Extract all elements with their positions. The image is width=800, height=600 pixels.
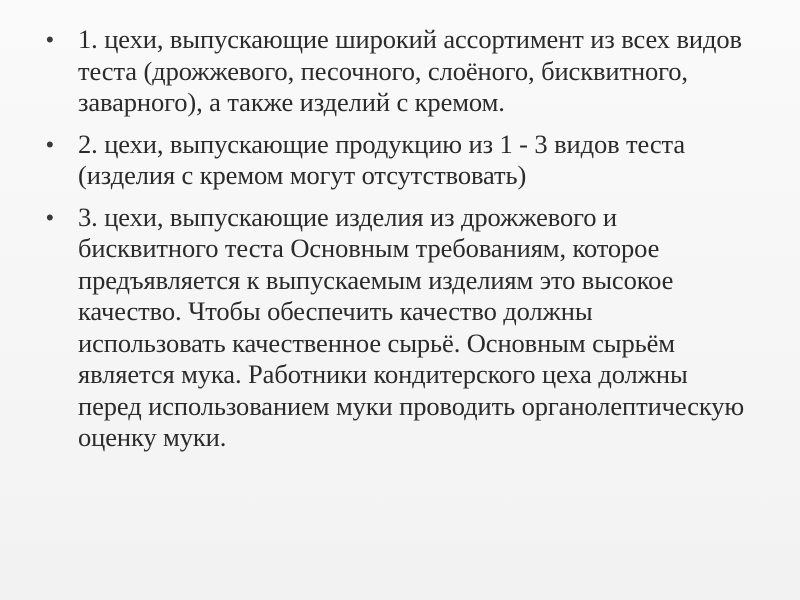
- bullet-list: [46, 24, 746, 454]
- slide-content: [46, 24, 746, 464]
- bullet-item-2: [46, 129, 746, 192]
- bullet-icon: •: [46, 27, 54, 52]
- bullet-item-1: [46, 24, 746, 119]
- bullet-icon: •: [46, 204, 54, 230]
- bullet-item-3: [46, 202, 746, 454]
- bullet-text: 2. цехи, выпускающие продукцию из 1 - 3 видов теста (изделия с кремом могут отсутствовать): [78, 128, 685, 190]
- bullet-icon: •: [46, 131, 54, 157]
- bullet-text: 1. цехи, выпускающие широкий ассортимент из всех видов теста (дрожжевого, песочного, слоёного, бисквитного, заварного), а также изделий с кремом.: [78, 24, 742, 117]
- bullet-text: 3. цехи, выпускающие изделия из дрожжевого и бисквитного теста Основным требованиям, которое предъявляется к выпускаемым изделиям это высокое качество. Чтобы обеспечить качество должны использовать качественное сырьё. Основным сырьём является мука. Работники кондитерского цеха должны перед использованием муки проводить органолептическую оценку муки.: [78, 201, 745, 452]
